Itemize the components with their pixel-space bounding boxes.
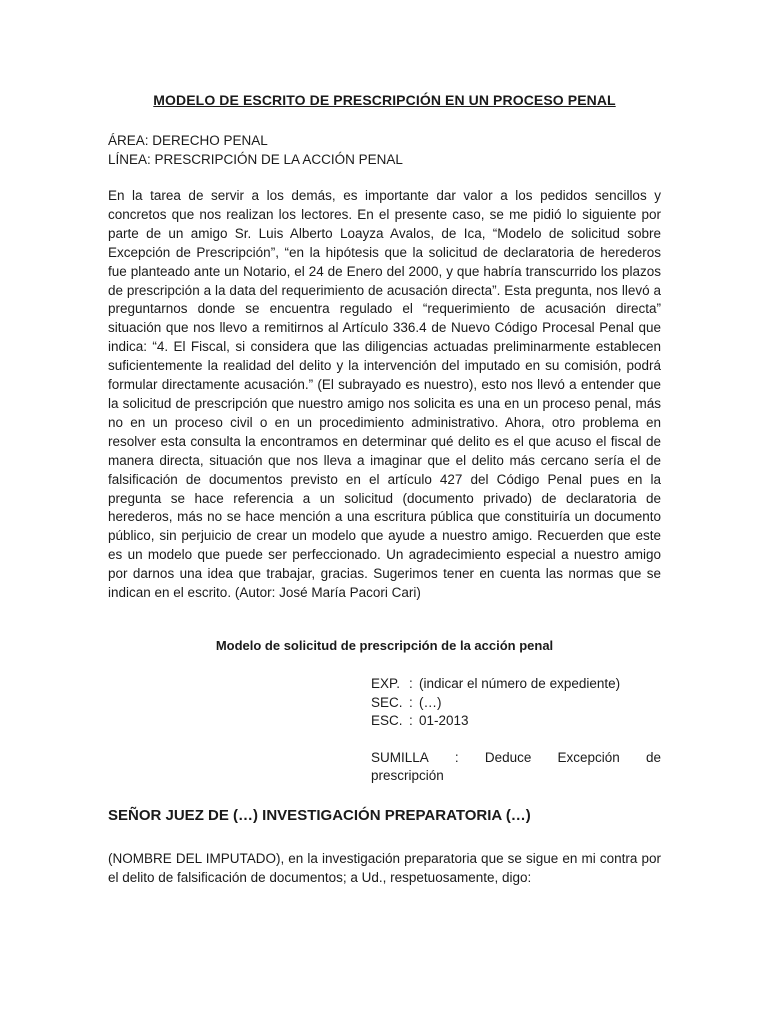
- linea-line: LÍNEA: PRESCRIPCIÓN DE LA ACCIÓN PENAL: [108, 152, 403, 167]
- exp-row: [371, 675, 661, 694]
- esc-label: ESC.: [371, 713, 403, 728]
- sec-label: SEC.: [371, 694, 403, 710]
- area-line: ÁREA: DERECHO PENAL: [108, 133, 268, 148]
- sumilla-line: [371, 749, 661, 768]
- sec-separator: :: [409, 694, 413, 710]
- exp-value: (indicar el número de expediente): [419, 676, 621, 691]
- case-info-block: [371, 675, 661, 786]
- sumilla-separator: :: [454, 749, 459, 765]
- sumilla-label: SUMILLA: [371, 749, 429, 765]
- sumilla-word-1: Deduce: [484, 749, 532, 765]
- document-title: MODELO DE ESCRITO DE PRESCRIPCIÓN EN UN PROCESO PENAL: [153, 92, 616, 108]
- opening-paragraph: (NOMBRE DEL IMPUTADO), en la investigación preparatoria que se sigue en mi contra por el delito de falsificación de documentos; a Ud., respetuosamente, digo:: [108, 851, 661, 885]
- exp-label: EXP.: [371, 676, 401, 691]
- sumilla-word-2: Excepción: [557, 749, 620, 765]
- esc-value: 01-2013: [419, 713, 469, 728]
- sumilla-word-3: de: [645, 749, 661, 765]
- sumilla-word-4: prescripción: [371, 768, 444, 783]
- sec-row: [371, 694, 661, 713]
- esc-row: [371, 712, 661, 731]
- sec-value: (…): [419, 694, 442, 710]
- judge-heading: SEÑOR JUEZ DE (…) INVESTIGACIÓN PREPARATORIA (…): [108, 807, 531, 824]
- sumilla-block: [371, 749, 661, 786]
- esc-separator: :: [409, 713, 413, 728]
- intro-paragraph: En la tarea de servir a los demás, es importante dar valor a los pedidos sencillos y concretos que nos realizan los lectores. En el presente caso, se me pidió lo siguiente por parte de un amigo Sr. Luis Alberto Loayza Avalos, de Ica, “Modelo de solicitud sobre Excepción de Prescripción”, “en la hipótesis que la solicitud de declaratoria de herederos fue planteado ante un Notario, el 24 de Enero del 2000, y que habría transcurrido los plazos de prescripción a la data del requerimiento de acusación directa”. Esta pregunta, nos llevó a preguntarnos donde se encuentra regulado el “requerimiento de acusación directa” situación que nos llevo a remitirnos al Artículo 336.4 de Nuevo Código Procesal Penal que indica: “4. El Fiscal, si considera que las diligencias actuadas preliminarmente establecen suficientemente la realidad del delito y la intervención del imputado en su comisión, podrá formular directamente acusación.” (El subrayado es nuestro), esto nos llevó a entender que la solicitud de prescripción que nuestro amigo nos solicita es una en un proceso penal, más no en un proceso civil o en un procedimiento administrativo. Ahora, otro problema en resolver esta consulta la encontramos en determinar qué delito es el que acuso el fiscal de manera directa, situación que nos lleva a imaginar que el delito más cercano sería el de falsificación de documentos previsto en el artículo 427 del Código Penal pues en la pregunta se hace referencia a un solicitud (documento privado) de declaratoria de herederos, más no se hace mención a una escritura pública que constituiría un documento público, sin perjuicio de crear un modelo que ayude a nuestro amigo. Recuerden que este es un modelo que puede ser perfeccionado. Un agradecimiento especial a nuestro amigo por darnos una idea que trabajar, gracias. Sugerimos tener en cuenta las normas que se indican en el escrito. (Autor: José María Pacori Cari): [108, 188, 661, 601]
- document-meta: [108, 131, 403, 169]
- model-subtitle: Modelo de solicitud de prescripción de la acción penal: [215, 638, 554, 653]
- exp-separator: :: [409, 676, 413, 691]
